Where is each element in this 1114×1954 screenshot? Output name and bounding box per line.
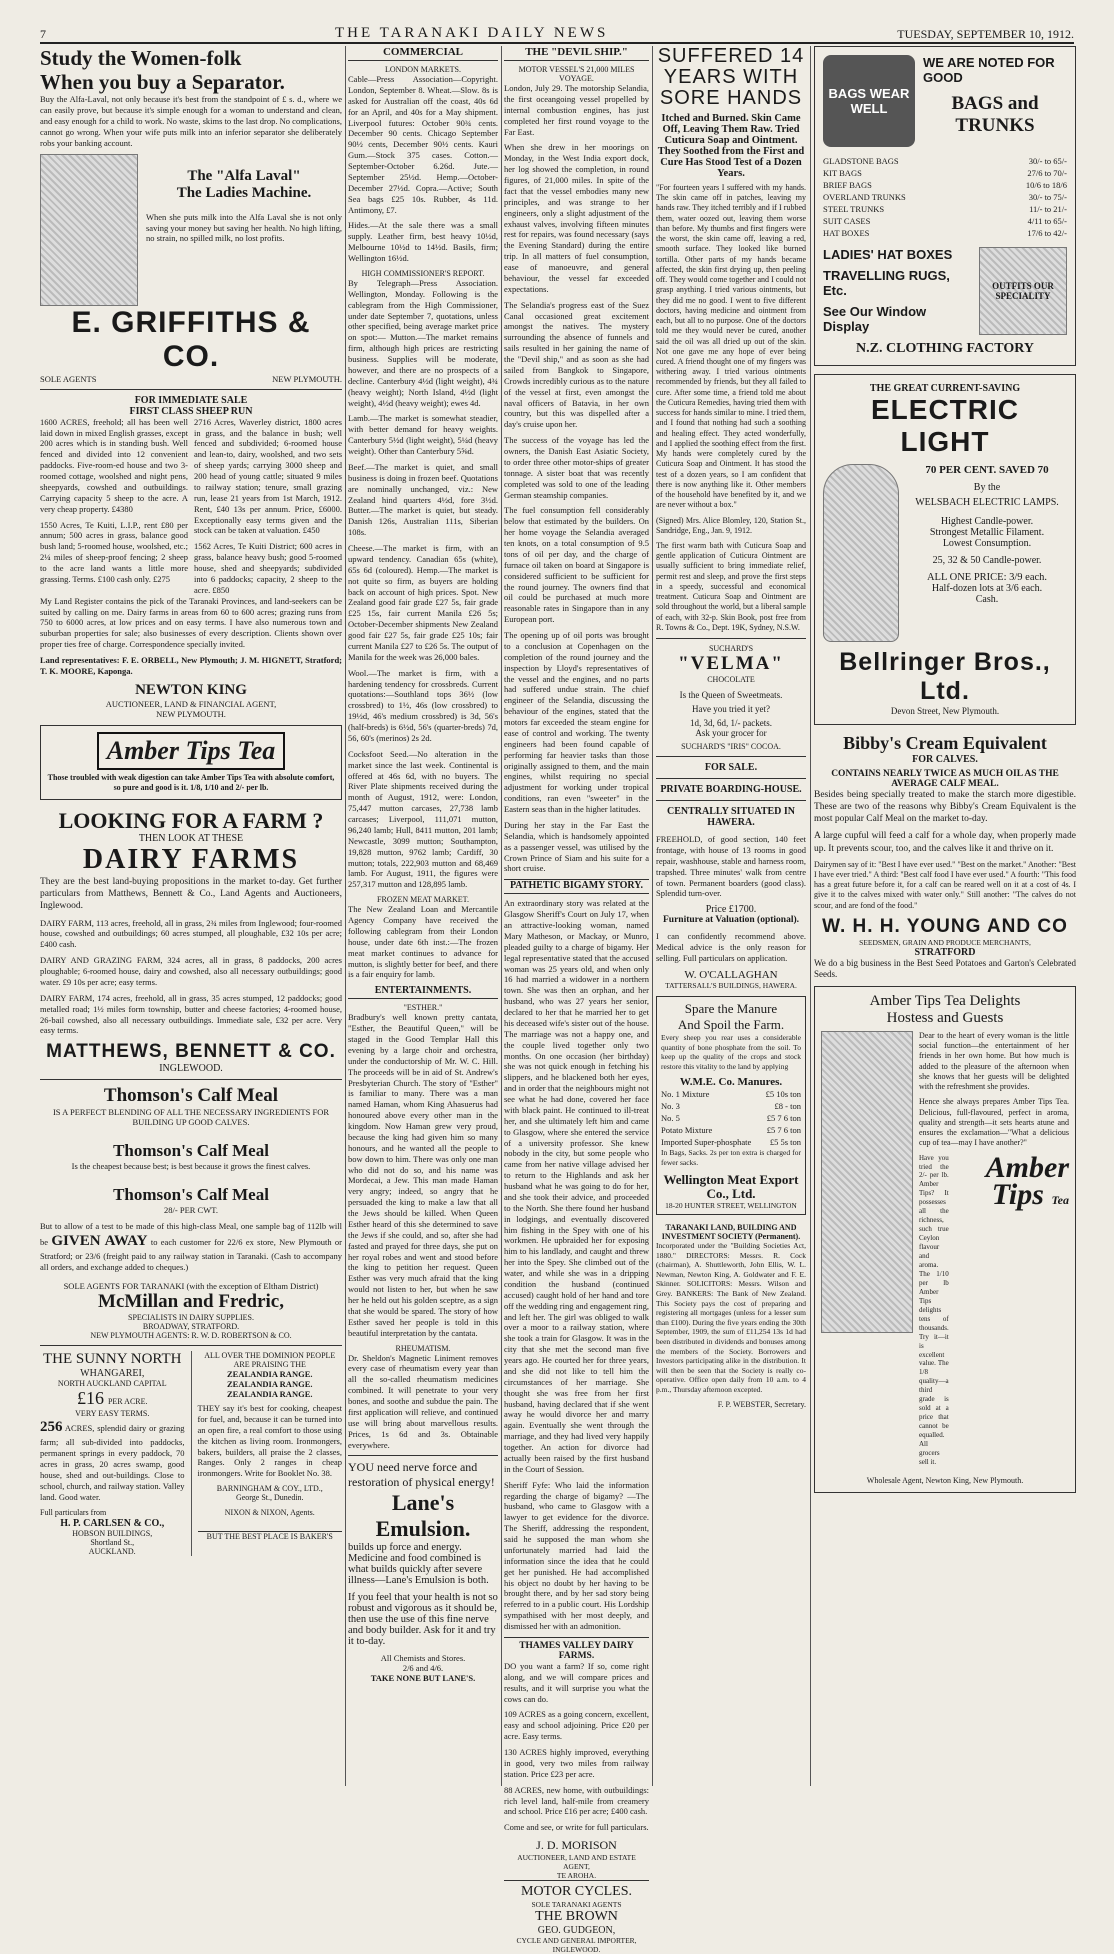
nz-hat: LADIES' HAT BOXES [823,247,953,262]
bibby-p3: Dairymen say of it: "Best I have ever used." "Best on the market." Another: "Best I have ever tried." A third: "Best calf food I have ever used." A fourth: "This food has a great future before it, for a calf can be reared well on it at a cost of 4s. I give it to the calves mixed with water only." Still another: "The calves do not scour, and are fond of the food." [814,859,1076,910]
zea-r1: ZEALANDIA RANGE. [227,1369,313,1380]
velma-iris: SUCHARD'S "IRIS" COCOA. [681,742,781,752]
calf-giveaway: GIVEN AWAY [51,1233,148,1250]
item-name: SUIT CASES [823,216,871,226]
farm-listing-2: DAIRY AND GRAZING FARM, 324 acres, all in grass, 8 paddocks, 200 acres ploughable; 6-roomed house, dairy and cowshed, also all necessary outbuildings; good water. £9 10s per acre; easy terms. [40,955,342,987]
cut-head: SUFFERED 14 YEARS WITH SORE HANDS [657,45,805,109]
price-row [823,227,1067,239]
king-p5: My Land Register contains the pick of the Taranaki Provinces, and land-seekers can be suited by calling on me. Dairy farms in areas from 60 to 600 acres; grazing runs from 750 to 6000 acres, at low prices and on easy terms. I have also numerous town and suburban properties for sale; also businesses of every description. Clients shown over proper ties free of charge. Correspondence specially invited. [40,595,342,650]
sunny-per-acre: PER ACRE. [107,1397,148,1407]
alfa-body-2: When she puts milk into the Alfa Laval she is not only saving your money but saving her health. No high lifting, no strain, no spilled milk, no lost profits. [146,211,342,244]
thames-head: THAMES VALLEY DAIRY FARMS. [519,1640,634,1661]
nz-price-table [823,155,1067,239]
bibby-role: SEEDSMEN, GRAIN AND PRODUCE MERCHANTS, [859,937,1031,947]
bell-l2: Strongest Metallic Filament. [929,527,1045,538]
king-h1: FOR IMMEDIATE SALE [134,394,248,406]
paper-title: THE TARANAKI DAILY NEWS [334,25,609,41]
calf-addr-2: NEW PLYMOUTH AGENTS: R. W. D. ROBERTSON & CO. [90,1331,292,1341]
com-p4: Lamb.—The market is somewhat steadier, with better demand for heavy weights. Canterbury 5½d (light weight), 5¼d (heavy weight). Other than Canterbury 5⅝d. [348,413,498,456]
bell-head: THE GREAT CURRENT-SAVING [869,383,1021,394]
alfa-agent-right: NEW PLYMOUTH. [272,373,342,384]
devil-head: THE "DEVIL SHIP." [504,46,649,61]
price-row [823,191,1067,203]
bag-illustration: BAGS WEAR WELL [823,55,915,147]
alfa-name: The "Alfa Laval" [187,167,301,184]
calf-sub-2: Is the cheapest because best; is best because it grows the finest calves. [71,1161,311,1172]
cut-more: The first warm bath with Cuticura Soap and gentle application of Cuticura Ointment are usually sufficient to bring immediate relief, permit rest and sleep, and prove the first steps in a speedy, successful and economical treatment. Cuticura Soap and Ointment are sold throughout the world, but a liberal sample of each, with 32-p. Skin Book, post free from R. Towns & Co., Dept. 19K, Sydney, N.S.W. [656,540,806,632]
thames-town: TE AROHA. [556,1871,597,1881]
bibby-p1: Besides being specially treated to make the starch more digestible. These are two of the reasons why Bibby's Cream Equivalent is the most popular Calf Meal on the market to-day. [814,790,1076,825]
farm-big: DAIRY FARMS [82,844,300,876]
amber2-p2: Hence she always prepares Amber Tips Tea. Delicious, full-flavoured, perfect in aroma, quality and strength—it sets hearts atune and ensures the exclamation—"What a delicious cup of tea—may I have another?" [919,1097,1069,1148]
bh-agent: W. O'CALLAGHAN [684,968,778,981]
price-row [823,167,1067,179]
price-row [823,215,1067,227]
com-h2: HIGH COMMISSIONER'S REPORT. [361,268,485,278]
wm-addr: 18-20 HUNTER STREET, WELLINGTON [665,1201,797,1211]
amber2-p3: Have you tried the 2/- per lb. Amber Tips? It possesses all the richness, such true Ceylon flavour and aroma. The 1/10 per lb Amber Tips delights tens of thousands. Try it—it is excellent value. The 1/8 quality—a third grade is sold at a price that cannot be equalled. All grocers sell it. [919,1153,949,1466]
alfa-title-2: When you buy a Separator. [40,70,285,95]
king-town: NEW PLYMOUTH. [156,708,226,719]
bigamy-p2: Sheriff Fyfe: Who laid the information regarding the charge of bigamy? —The husband, who came to Glasgow with a lawyer to get evidence for the divorce. The Sheriff, addressing the respondent, said he supposed the man whom she unfortunately married had laid the information since the idea that he could get her punished. He had accomplished his object no doubt by her having to be brought there, and by her sad story being referred to in a public court. His Lordship sympathised with her most deeply, and dismissed her with an admonition. [504,1479,649,1631]
devil-p7: During her stay in the Far East the Selandia, which is handsomely appointed as a passenger vessel, was utilised by the Crown Prince of Siam and his suite for a short cruise. [504,819,649,874]
lane-l3: If you feel that your health is not so robust and vigorous as it should be, then use the use of this fine nerve and body builder. Ask for it and try it to-day. [348,1592,498,1648]
item-name: STEEL TRUNKS [823,204,885,214]
thames-f2: 130 ACRES highly improved, everything in good, very two miles from railway station. Price £23 per acre. [504,1747,649,1779]
calf-title: Thomson's Calf Meal [103,1085,279,1107]
calf-agent: McMillan and Fredric, [98,1291,284,1313]
king-p6: Land representatives: F. E. ORBELL, New Plymouth; J. M. HIGNETT, Stratford; T. K. MOORE, Kaponga. [40,655,342,676]
price-row [823,155,1067,167]
devil-p4: The success of the voyage has led the owners, the Danish East Asiatic Society, to order three other motor-ships of greater tonnage. A sister boat that was recently completed was sold to one of the leading German steamship companies. [504,435,649,500]
item-price: 10/6 to 18/6 [1025,180,1067,190]
bell-l3: Lowest Consumption. [942,538,1032,549]
sunny-north-ad [40,1351,185,1555]
sunny-agent: H. P. CARLSEN & CO., [60,1517,165,1529]
calf-title-2: Thomson's Calf Meal [113,1141,269,1161]
bell-cp: 25, 32 & 50 Candle-power. [932,555,1042,566]
calf-sub: IS A PERFECT BLENDING OF ALL THE NECESSARY INGREDIENTS FOR BUILDING UP GOOD CALVES. [52,1107,330,1128]
manure-price-table [661,1088,801,1148]
sunny-title: THE SUNNY NORTH [42,1351,182,1368]
column-5 [814,46,1076,1786]
king-p1: 1600 ACRES, freehold; all has been well laid down in mixed English grasses, except 200 acres which is in standing bush. Well fenced and divided into 12 convenient paddocks. Five-room-ed house and two 3-roomed cottage, woolshed and night pens, sheepyards, cowshed and outbuildings. Carrying capacity 5 sheep to the acre. A very cheap property. £4380 [40,416,188,514]
cut-sign: (Signed) Mrs. Alice Blomley, 120, Station St., Sandridge, Eng., Jan. 9, 1912. [656,515,806,535]
com-p10: Bradbury's well known pretty cantata, "Esther, the Beautiful Queen," will be staged in the Good Templar Hall this evening by a large choir and orchestra, under the conductorship of Mr. W. C. Hill. The proceeds will be in aid of St. Andrew's Presbyterian Church. The story of "Esther" is familiar to many. There was a man named Haman, whom King Ahasuerus had honoured above every other man in the kingdom. Now Haman grew very proud, because the king had given him so many honours, and he wanted all the people to bow down to him. There was only one man who did not do so, and his name was Mordecai, a Jew. This man made Haman very angry; indeed, so angry that he persuaded the king to make a law that all the Jews should be killed. When Queen Esther heard of this she determined to save the Jews if she could, and so, after she had fasted and prayed for three days, she put on her royal robes and went and stood before the king to petition her request. Queen Esther was very much afraid that the king would not listen to her, but when he saw her he held out his golden sceptre, as a sign that she would be spared. The story of how Esther saved her people is told in this beautiful interpretation by the cantata. [348,1012,498,1338]
zea-foot: BUT THE BEST PLACE IS BAKER'S [198,1531,343,1541]
bell-lamps: WELSBACH ELECTRIC LAMPS. [915,497,1059,508]
bell-price: ALL ONE PRICE: 3/9 each. [926,572,1048,583]
zealandia-ad [191,1351,343,1555]
bell-l1: Highest Candle-power. [940,516,1034,527]
amber-tips-small-ad [40,725,342,800]
price-row [661,1112,801,1124]
nz-rugs: TRAVELLING RUGS, Etc. [823,268,950,298]
com-p5: Beef.—The market is quiet, and small business is doing in frozen beef. Quotations are nominally unchanged, viz.: New Zealand hind quarters 4½d, fore 3½d. Butter.—The market is quiet, but steady. Danish 126s, Australian 111s, Siberian 108s. [348,461,498,538]
price-row [661,1100,801,1112]
bell-addr: Devon Street, New Plymouth. [890,706,1000,716]
moto-5: CYCLE AND GENERAL IMPORTER, INGLEWOOD. [516,1936,637,1954]
item-price: 4/11 to 65/- [1027,216,1067,226]
bh-b2: I can confidently recommend above. Medical advice is the only reason for selling. Full particulars on application. [656,931,806,964]
zea-maker: BARNINGHAM & COY., LTD., [216,1484,323,1494]
bh-addr: TATTERSALL'S BUILDINGS, HAWERA. [665,980,797,990]
velma-ask: Ask your grocer for [695,728,767,739]
price-row [823,179,1067,191]
boarding-house-ad [656,762,806,990]
commercial-head: COMMERCIAL [348,46,498,61]
item-name: HAT BOXES [823,228,870,238]
moto-3: THE BROWN [535,1909,618,1925]
lamp-illustration [823,464,899,642]
manure-2: And Spoil the Farm. [677,1016,785,1032]
sunny-city: AUCKLAND. [88,1546,136,1556]
alfa-agent-left: SOLE AGENTS [40,373,97,384]
thames-f1: 109 ACRES as a going concern, excellent, easy and school adjoining. Price £20 per acre. Easy terms. [504,1709,649,1742]
king-role: AUCTIONEER, LAND & FINANCIAL AGENT, [105,698,277,709]
com-p9: The New Zealand Loan and Mercantile Agency Company have received the following cablegram from their London house, under date 6th inst.:—The frozen meat market continues to advance for mutton, is slightly better for beef, and there is a fair enquiry for lamb. [348,904,498,980]
item-price: £5 10s ton [765,1089,801,1100]
calf-title-3: Thomson's Calf Meal [113,1185,269,1205]
farm-agent: MATTHEWS, BENNETT & CO. [46,1041,336,1063]
sunny-body: ACRES, splendid dairy or grazing farm; all sub-divided into paddocks, permanent springs in every paddock, 70 acres in grass, 20 acres swamp, good house, shed and out-buildings. Close to school, church, and railway station. Valley land. Good water. [40,1423,185,1502]
cut-lead: Itched and Burned. Skin Came Off, Leaving Them Raw. Tried Cuticura Soap and Ointment. They Soothed from the First and Cure Has Stood Test of a Dozen Years. [657,113,805,179]
com-p7: Wool.—The market is firm, with a hardening tendency for crossbreds. Current quotations:—Southland tops 36½ (low crossbred) to 1½, 46s (low crossbred) to 19½d, 46's medium crossbred) is 3d, 56's (half-breds) is 6½d, 56's (quarter-breds) 7d, 56, 60's (merinos) 2s 2d. [348,667,498,743]
com-h6: RHEUMATISM. [395,1343,451,1353]
com-p11: Dr. Sheldon's Magnetic Liniment removes every case of rheumatism every year than all the so-called rheumatism medicines combined. It will penetrate to your very bones, and soothe and subdue the pain. The first application will relieve, and continued use will bring about marvellous results. Prices, 1s 6d and 3s. Obtainable everywhere. [348,1352,498,1450]
item-price: 30/- to 65/- [1028,156,1067,166]
newton-king-ad [40,395,342,719]
bigamy-head: PATHETIC BIGAMY STORY. [504,879,649,894]
bibby-for: FOR CALVES. [912,754,978,765]
devil-p3: The Selandia's progress east of the Suez Canal occasioned great excitement amongst the natives. The mystery surrounding the absence of funnels and sails resulted in her gaining the name of the "Devil ship," and as soon as she had sailed from Bangkok to Singapore, Crowds incredibly curious as to the nature of the vessel at first, even amongst the naval officers of Batavia, in her own country, but this was dispelled after a day's cruise upon her. [504,299,649,430]
price-row [823,203,1067,215]
column-2 [348,46,498,1786]
farm-intro: They are the best land-buying propositions in the market to-day. Get further particulars from Matthews, Bennett & Co., Land Agents and Auctioneers, Inglewood. [40,877,342,912]
sunny-price: £16 [76,1388,104,1409]
moto-1: MOTOR CYCLES. [521,1884,632,1900]
com-p6: Cheese.—The market is firm, with an upward tendency. Canadian 65s (white), 65s 6d (coloured). Hemp.—The market is not quite so firm, as buyers are holding back on account of high prices. Spot. New Zealand good fair grade £27 5s, fair grade £25 15s, fair current Manila £26 5s; October-December shipments New Zealand good fair £27 5s, fair grade £25 10s; fair current Manila £27 to £26 5s. The output of Manila for the week was 26,000 bales. [348,543,498,662]
king-p3: 2716 Acres, Waverley district, 1800 acres in grass, and the balance in bush; well fenced and subdivided; 6-roomed house and lean-to, dairy, woolshed, and two sets of sheep yards; carrying 3000 sheep and 200 head of young cattle; situated 9 miles to railway station; tenure, small grazing run, lease 21 years from 1st March, 1912. Rent, £40 13s per annum. Price, £6000. Exceptionally easy terms given and the stock can be taken at valuation. £450 [194,416,342,536]
zea-addr: George St., Dunedin. [235,1493,304,1503]
alfa-laval-ad [40,46,342,384]
calf-offer-1: But to allow of a test to be made of this high-class Meal, one sample bag of 112lb will be [40,1221,342,1248]
farm-listing-3: DAIRY FARM, 174 acres, freehold, all in grass, 35 acres stumped, 12 paddocks; good metalled road; 1½ miles form township, butter and cheese factories; 4-roomed house, 26-bail cowshed, also all necessary outbuildings. Immediate sale, £32 per acre. Very easy terms. [40,992,342,1036]
bh-furn: Furniture at Valuation (optional). [662,915,799,926]
zea-body: THEY say it's best for cooking, cheapest for fuel, and, because it can be turned into an open fire, a real comfort to those using the kitchen as living room. Ironmongers, bakers, builders, all praise the 2 classes, Ranges. Only 2 ranges in cheap ironmongers. Write for Booklet No. 38. [197,1403,342,1479]
tl-body: Incorporated under the "Building Societies Act, 1880." DIRECTORS: Messrs. R. Cock (chairman), A. Shuttleworth, John Ellis, W. L. Newman, Newton King, A. Goldwater and F. E. Skinner. SOLICITORS: Messrs. Wilson and Grey. BANKERS: The Bank of New Zealand. This Society pays the cost of preparing and registering all mortgages (unless for a lesser sum than £100). During the five years ending the 30th September, 1909, the sum of £11,254 13s 1d had been distributed in dividends and bonuses among the members of the Society. Borrowers and Investors participating alike in the distribution. It will then be seen that the Society is really co-operative. Office open daily from 10 a.m. to 4 p.m., Thursday afternoon excepted. [656,1241,806,1395]
bigamy-p1: An extraordinary story was related at the Glasgow Sheriff's Court on July 17, when an attractive-looking woman, named Mary Matheson, or Mackay, or Munro, pleaded guilty to a charge of bigamy. Her legal representative stated that the accused woman was 25 years old, and when only 16 had married a widower in a northern town. She was then an orphan, and her husband, who was 27 years her senior, declared to her that he married her to get his deceased wife's sister out of the house. The marriage was not a happy one, and the couple lived together only two months. On one occasion (her birthday) she was not quick enough in fetching his slippers, and he blackened both her eyes, and in order that the neighbours might not see what he had done, covered her face with black paint. He continued to ill-treat her, and she ultimately left him and came to Glasgow, where she entered the service of a university professor. She knew nobody in the city, but some people who came from her native village advised her to return to the Highlands and ask her husband what he was going to do for her, and she took their advice, and proceeded to the North. She there found her husband in lodgings, and eventually discovered him fishing in the Spey with one of his workmen. He upbraided her for exposing him to his landlady, and caught and threw her into the Spey. She climbed out of the water, and while she was in a dripping condition the husband (continued accused) caught hold of her hand and tore off the wedding ring and engagement ring, and left her. The girl was obliged to walk over a moor to a railway station, where she took a train for Glasgow. It was in the city that she met the second man five years ago. He courted her for three years, and she did not like to tell him the circumstances of her marriage. She thought she was free from her first husband, having declared that if she went away he would divorce her and marry again. Eventually she went through the marriage, and they had lived very happily together. An action for divorce had actually been raised by the first husband in the Court of Session. [504,898,650,1474]
velma-name: "VELMA" [678,653,784,675]
devil-p2: When she drew in her moorings on Monday, in the West India export dock, her log showed the completion, in round figures, of 21,000 miles. In spite of the fact that the vessel embodies many new principles, and was strange to her engineers, only a slight adjustment of the exhaust valves, involving fifteen minutes rest for repairs, was found necessary (says the Evening Standard) during the entire trip. In all matters of fuel consumption, ease of manoeuvre, and general behaviour, the vessel far exceeded expectations. [504,142,649,294]
thames-role: AUCTIONEER, LAND AND ESTATE AGENT, [517,1853,636,1872]
nz-see: See Our Window Display [823,304,927,334]
wm-name: Wellington Meat Export Co., Ltd. [663,1171,799,1201]
lane-price: 2/6 and 4/6. [402,1663,444,1674]
bh-sale: FOR SALE. [704,762,758,774]
devil-p1: London, July 29. The motorship Selandia, the first oceangoing vessel propelled by internal combustion engines, has just completed her first round voyage to the Far East. [504,83,649,137]
farm-town: INGLEWOOD. [159,1063,223,1075]
sunny-more: Full particulars from [40,1507,107,1517]
zea-r2: ZEALANDIA RANGE. [227,1379,313,1390]
item-price: £5 7 6 ton [766,1113,801,1124]
devil-h1: MOTOR VESSEL'S 21,000 MILES VOYAGE. [518,65,635,83]
column-3 [504,46,650,1954]
item-price: £5 5s ton [769,1137,801,1148]
thames-p11: Come and see, or write for full particulars. [504,1822,649,1833]
velma-choc: CHOCOLATE [707,675,755,685]
amber2-h2: Hostess and Guests [886,1009,1004,1026]
king-p2: 1550 Acres, Te Kuiti, L.I.P., rent £80 per annum; 500 acres in grass, balance good bush land; 5-roomed house, woolshed, etc.; 2¼ miles of sheep-proof fencing; 2 sheep to the acre land wants a little more grassing. Terms. £100 cash only. £275 [40,519,188,584]
moto-2: SOLE TARANAKI AGENTS [531,1900,622,1910]
taranaki-land-ad [656,1223,806,1410]
dairy-farms-ad [40,808,342,1075]
bh-sit: CENTRALLY SITUATED IN HAWERA. [667,806,795,829]
bell-big: ELECTRIC LIGHT [871,394,1019,457]
king-h2: FIRST CLASS SHEEP RUN [129,405,253,417]
com-p2: Hides.—At the sale there was a small supply. Leather firm, best heavy 10½d, Melbourne 10½d to 14½d. Basils, firm; Wellington 16½d. [348,220,498,263]
com-h5: "ESTHER." [403,1003,443,1013]
alfa-sub: The Ladies Machine. [176,184,312,201]
item-name: GLADSTONE BAGS [823,156,899,166]
manure-note: In Bags, Sacks. 2s per ton extra is charged for fewer sacks. [661,1148,801,1167]
zea-head: ALL OVER THE DOMINION PEOPLE ARE PRAISING THE [204,1351,336,1370]
amber-logo: Amber Tips Tea [97,732,286,770]
sunny-st: Shortland St., [90,1537,135,1547]
farm-title: LOOKING FOR A FARM ? [58,807,324,833]
alfa-body: Buy the Alfa-Laval, not only because it's best from the standpoint of £ s. d., where we can easily prove, but because it's simple enough for a woman to understand and clean, and easy enough for a child to work. No waste, skims to the last drop. No complications, cannot go wrong. When your wife puts milk into an inferior separator she deliberately robs your banking account. [40,94,342,148]
bh-price: Price £1700. [705,904,757,916]
nz-clothing-ad [814,46,1076,366]
bell-name: Bellringer Bros., Ltd. [839,648,1051,705]
item-price: 17/6 to 42/- [1027,228,1067,238]
bell-by: By the [973,482,1001,493]
cuticura-ad [656,46,806,633]
sunny-cap: NORTH AUCKLAND CAPITAL [57,1379,167,1389]
farm-sub: THEN LOOK AT THESE [138,833,244,845]
tl-sign: F. P. WEBSTER, Secretary. [717,1399,806,1409]
lane-l1: YOU need nerve force and restoration of physical energy! [348,1460,495,1490]
velma-tried: Have you tried it yet? [692,704,770,715]
amber2-logo: Amber Tips [985,1150,1069,1211]
item-name: No. 5 [661,1113,680,1124]
amber2-foot: Wholesale Agent, Newton King, New Plymouth. [866,1475,1024,1485]
manure-brand: W.M.E. Co. Manures. [679,1076,783,1089]
lane-l4: All Chemists and Stores. [380,1653,466,1664]
page-number: 7 [40,27,46,41]
com-h1: LONDON MARKETS. [385,65,461,74]
woman-separator-illustration [40,154,138,306]
bh-board: PRIVATE BOARDING-HOUSE. [660,784,802,796]
lane-title: Lane's Emulsion. [375,1490,471,1542]
item-name: No. 3 [661,1101,680,1112]
column-1 [40,46,342,1786]
item-price: 27/6 to 70/- [1027,168,1067,178]
bell-half: Half-dozen lots at 3/6 each. [931,583,1043,594]
thomson-calf-meal-ad [40,1085,342,1340]
velma-h: SUCHARD'S [708,644,754,654]
bibby-contains: CONTAINS NEARLY TWICE AS MUCH OIL AS THE AVERAGE CALF MEAL. [831,769,1059,789]
issue-date: TUESDAY, SEPTEMBER 10, 1912. [897,27,1074,41]
zea-agent: NIXON & NIXON, Agents. [224,1508,315,1518]
calf-sole: SOLE AGENTS FOR TARANAKI (with the exception of Eltham District) [63,1281,319,1292]
price-row [661,1088,801,1100]
item-name: BRIEF BAGS [823,180,872,190]
item-name: Imported Super-phosphate [661,1137,752,1148]
moto-4: GEO. GUDGEON, [537,1925,616,1937]
tl-head: TARANAKI LAND, BUILDING AND INVESTMENT SOCIETY (Permanent). [661,1223,801,1242]
bellringer-ad [814,374,1076,725]
item-name: OVERLAND TRUNKS [823,192,906,202]
amber-tips-large-ad [814,986,1076,1493]
masthead [40,18,1074,44]
thames-valley-ad [504,1637,649,1880]
amber-text: Those troubled with weak digestion can take Amber Tips Tea with absolute comfort, so pure and good is it. 1/8, 1/10 and 2/- per lb. [47,772,335,792]
nz-bags: BAGS and TRUNKS [951,93,1039,136]
item-name: KIT BAGS [823,168,862,178]
bibby-p4: We do a big business in the Best Seed Potatoes and Garton's Celebrated Seeds. [814,957,1076,980]
lane-foot: TAKE NONE BUT LANE'S. [370,1673,476,1684]
price-row [661,1136,801,1148]
amber2-logo-small: Tea [1051,1192,1069,1207]
sunny-terms: VERY EASY TERMS. [75,1409,150,1419]
velma-queen: Is the Queen of Sweetmeats. [679,690,783,701]
hostess-illustration [821,1031,913,1333]
com-p3: By Telegraph—Press Association. Wellington, Monday. Following is the cablegram from the High Commissioner, under date September 7, quotations, unless other specified, being average market price on spot:— Mutton.—The market remains firm, although high prices are restricting business. Supplies will be moderate, however, and there are no prospects of a decline. Canterbury 4½d (light weight), 4¾ (heavy weight); North Island, 4½d (light weight), 4½d (heavy weight); ewes 4d. [348,277,498,408]
thames-agent: J. D. MORISON [536,1838,617,1853]
item-price: £5 7 6 ton [766,1125,801,1136]
com-h4: ENTERTAINMENTS. [348,985,498,999]
sunny-addr: HOBSON BUILDINGS, [72,1528,153,1538]
bibby-ad [814,733,1076,981]
zea-r3: ZEALANDIA RANGE. [227,1389,313,1400]
item-name: Potato Mixture [661,1125,713,1136]
item-name: No. 1 Mixture [661,1089,710,1100]
alfa-title-1: Study the Women-folk [40,46,242,70]
lane-l2: builds up force and energy. Medicine and food combined is what builds quickly after severe illness—Lane's Emulsion is both. [348,1542,489,1587]
alfa-agent: E. GRIFFITHS & CO. [71,305,311,373]
calf-price: 28/- PER CWT. [164,1205,218,1216]
bibby-title: Bibby's Cream Equivalent [843,733,1047,753]
cut-body: "For fourteen years I suffered with my hands. The skin came off in patches, leaving my hands raw. They itched terribly and if I rubbed them, water oozed out, leaving them worse than before. My thumbs and first fingers were the worst, the skin came off, leaving a red, smooth surface. They looked like burned tortilla. Other parts of my hands became affected, the skin first drying up, then peeling off. They would come together and I could not grasp anything. I tried various ointments, but they did me no good. I went to five different doctors, having medicine and ointment from each, but all to no purpose. One of the doctors told me they would never be cured, another said the oil was all dried up out of the skin. Not one gave me any hope of ever being cured. A friend thought one of my fingers was withering away. I tried various ointments recommended by friends, but they all failed to cure. After some time, a friend told me about the Cuticura Remedies, having tried them with success for hands similar to mine. I tried them, and I found that nothing had such a soothing and healing effect. They acted wonderfully, and I applied the soothing effect from the first. My hands were completely cured by the Cuticura Soap and Ointment. It has stood the test of a dozen years, so I am confident that there is now anything like it. Other members of the household have benefited by it, and we are never without a box." [656,183,806,510]
suchard-velma-ad [656,644,806,751]
motor-cycles-ad [504,1880,649,1954]
bibby-p2: A large cupful will feed a calf for a whole day, when properly made up. It prevents scour, too, and the calves like it and thrive on it. [814,831,1076,854]
bell-pct: 70 PER CENT. SAVED 70 [925,464,1049,476]
column-4 [656,46,806,1786]
item-price: 30/- to 75/- [1028,192,1067,202]
lanes-emulsion-ad [348,1455,498,1683]
com-p1: Cable—Press Association—Copyright. London, September 8. Wheat.—Slow. 8s is asked for Australian off the coast, 40s 6d for an April, and 40s for a May shipment. Liverpool futures: October 90¾ cents. December 90 cents. Chicago September 90½ cents, December 90½ cents. Kauri Gum.—Stock 375 cases. Cotton.—September-October 6.26d. Jute.—September 25½d. Hemp.—October-December 27½d. Copra.—Active; South Sea bags £25 10s. Rubber, 4s 11d. Antimony, £7. [348,74,498,215]
amber2-h1: Amber Tips Tea Delights [869,992,1021,1009]
farm-listing-1: DAIRY FARM, 113 acres, freehold, all in grass, 2¾ miles from Inglewood; four-roomed house, cowshed and outbuildings; 60 acres stumped, all ploughable, £32 10s per acre; £400 cash. [40,917,342,950]
bh-b1: FREEHOLD, of good section, 140 feet frontage, with house of 13 rooms in good repair, washhouse, stable and harness room, trapshed. Three minutes' walk from centre of town. Permanent boarders (good class). Splendid turn-over. [656,834,806,899]
nz-noted: WE ARE NOTED FOR GOOD [923,55,1055,85]
manure-1: Spare the Manure [684,1000,778,1016]
king-name: NEWTON KING [135,681,247,698]
calf-offer-2: to each customer for 22/6 ex store, New Plymouth or Stratford; or 23/6 (freight paid to any railway station in Taranaki. (Cash to accompany all orders, and exchange added to cheques.) [40,1237,343,1273]
price-row [661,1124,801,1136]
item-price: £8 - ton [774,1101,801,1112]
devil-p5: The fuel consumption fell considerably below that estimated by the builders. On her home voyage the Selandia averaged ten knots, on a total consumption of 9.5 tons of oil per day, and the charge of furnace oil taken on board at Singapore is considered sufficient to be sufficient for the round journey. The owners find that oil could be purchased at much more reasonable rates in Singapore than in any European port. [504,505,649,625]
calf-spec: SPECIALISTS IN DAIRY SUPPLIES. [128,1313,254,1323]
bell-cash: Cash. [975,594,999,605]
trunk-illustration: OUTFITS OUR SPECIALITY [979,247,1067,335]
sunny-place: WHANGAREI, [80,1368,145,1380]
thames-p: DO you want a farm? If so, come right along, and we will compare prices and results, and it will surprise you what the cows can do. [504,1660,649,1704]
wme-manure-ad [656,996,806,1215]
thames-f3: 88 ACRES, new home, with outbuildings: rich level land, half-mile from creamery and school. Price £16 per acre; £400 cash. [504,1784,649,1817]
item-price: 11/- to 21/- [1029,204,1067,214]
velma-prices: 1d, 3d, 6d, 1/- packets. [690,718,772,729]
calf-addr-1: BROADWAY, STRATFORD. [142,1322,240,1332]
amber2-p1: Dear to the heart of every woman is the little social function—the entertainment of her friends in her own home. But how much is added to the pleasure of the afternoon when she knows that her guests will be delighted with the refreshment she provides. [919,1030,1069,1092]
bibby-name: W. H. H. YOUNG AND CO [822,915,1068,937]
devil-p6: The opening up of oil ports was brought to a conclusion at Copenhagen on the completion of the round journey and the inspection by Lloyd's representatives of the vessel and the engines, and no parts had suffered undue strain. The chief engineer of the Selandia, discussing the behaviour of the engines, stated that the motors far exceeded the steam engine for ease of control and working. The twenty engineers had been found capable of performing far heavier tasks than those originally assigned to them, and the main engines, whilst requiring no special adjustment for working under tropical conditions, ran even "sweeter" in the Eastern seas than in the higher latitudes. [504,630,649,814]
sunny-num: 256 [40,1419,63,1436]
king-p4: 1562 Acres, Te Kuiti District; 600 acres in grass, balance heavy bush; good 5-roomed house, shed and sheepyards; subdivided into 6 paddocks; capacity, 2 sheep to the acre. £850 [194,541,342,595]
manure-p: Every sheep you rear uses a considerable quantity of bone phosphate from the soil. To keep up the quality of the crops and stock restore this vitality to the land by applying [661,1032,801,1071]
bibby-town: STRATFORD [914,946,976,958]
nz-name: N.Z. CLOTHING FACTORY [856,341,1034,356]
com-h3: FROZEN MEAT MARKET. [377,895,469,905]
com-p8: Cocksfoot Seed.—No alteration in the market since the last week. Continental is offered at 46s 6d, with no buyers. The River Plate shipments received during the month of August, 1912, were: London, 75,447 mutton carcases, 27,738 lamb carcases; Liverpool, 111,071 mutton, 96,240 lamb; Hull, 8411 mutton, 201 lamb; Newcastle, 3099 mutton; Southampton, 19,828 mutton, 9762 lamb; Cardiff, 30 mutton; totals, 222,903 mutton and 68,469 lamb. For August, 1911, the figures were 257,317 mutton and 128,895 lamb. [348,748,498,890]
